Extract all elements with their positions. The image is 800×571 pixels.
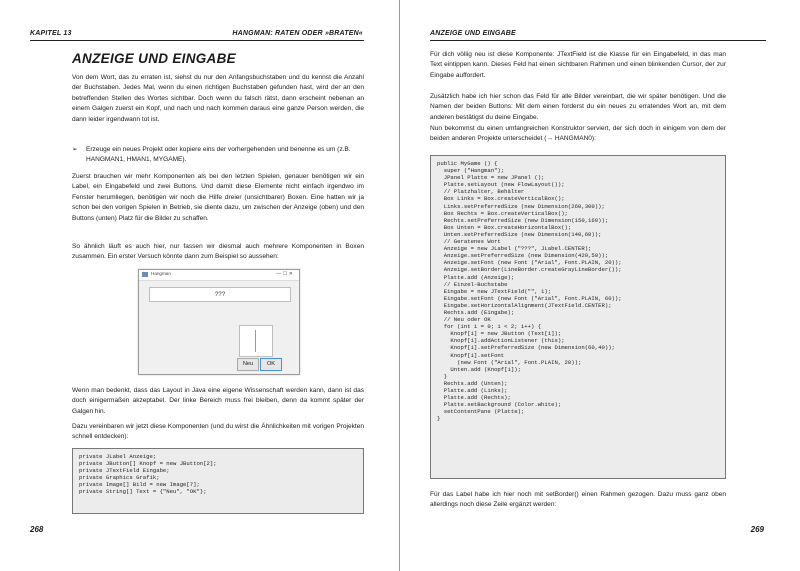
paragraph: Für das Label habe ich hier noch mit setBorder() einen Rahmen gezogen. Dazu muss ganz oben allerdings noch diese Zeile ergänzt werden: — [430, 491, 726, 509]
code-line: Unten.setPreferredSize (new Dimension(140,60)); — [437, 230, 602, 238]
code-listing — [430, 155, 726, 479]
code-line: private JLabel Anzeige; — [79, 453, 157, 460]
code-line: } — [437, 372, 448, 380]
code-line: Eingabe.setHorizontalAlignment(JTextField.CENTER); — [437, 301, 612, 309]
code-line: Platte.add (Rechts); — [437, 394, 511, 402]
code-line: Rechts.add (Unten); — [437, 379, 508, 387]
code-line: Platte.setLayout (new FlowLayout()); — [437, 181, 565, 189]
paragraph: So ähnlich läuft es auch hier, nur fassen wir diesmal auch mehrere Komponenten in Boxen zusammen. Ein erster Versuch könnte dann zum Beispiel so aussehen: — [72, 243, 364, 261]
running-header: HANGMAN: RATEN ODER »BRATEN« — [232, 30, 363, 37]
window-titlebar — [139, 270, 299, 281]
paragraph: Für dich völlig neu ist diese Komponente: JTextField ist die Klasse für ein Eingabefeld, in das man Text eintippen kann. Dieses Feld hat einen sichtbaren Rahmen und einen blinkenden Cursor, der zur Eingabe auffordert. — [430, 51, 726, 79]
code-line: Anzeige.setPreferredSize (new Dimension(420,50)); — [437, 252, 609, 260]
code-line: Rechts.setPreferredSize (new Dimension(150,160)); — [437, 216, 609, 224]
code-line: public MyGame () { — [437, 160, 498, 167]
code-line: Anzeige.setFont (new Font ("Arial", Font.PLAIN, 20)); — [437, 259, 622, 267]
code-line: Box Links = Box.createVerticalBox(); — [437, 195, 565, 203]
code-line: (new Font ("Arial", Font.PLAIN, 20)); — [437, 358, 582, 366]
code-line: Anzeige.setBorder(LineBorder.createGrayLineBorder()); — [437, 266, 622, 274]
code-line: Box Rechts = Box.createVerticalBox(); — [437, 209, 568, 217]
code-line: Anzeige = new JLabel ("???", JLabel.CENTER); — [437, 245, 592, 253]
code-line: // Neu oder OK — [437, 316, 491, 324]
code-line: super ("Hangman"); — [437, 167, 505, 175]
paragraph: Von dem Wort, das zu erraten ist, siehst du nur den Anfangsbuchstaben und du kennst die Anzahl der Buchstaben. Jedes Mal, wenn du einen richtigen Buchstaben gefunden hast, wird der an den betreffenden Stellen des Wortes sichtbar. Doch wenn du falsch rätst, dann erscheint nebenan an einem Galgen zuerst ein Kopf, und nach und nach kommen daraus eine ganze Person werden, die dann leider irgendwann tot ist. — [72, 74, 364, 123]
word-display-label: ??? — [149, 287, 291, 302]
paragraph: Dazu vereinbaren wir jetzt diese Komponenten (und du wirst die Ähnlichkeiten mit vorigen Projekten schnell entdecken): — [72, 423, 364, 441]
code-line: JPanel Platte = new JPanel (); — [437, 174, 545, 182]
chapter-header: KAPITEL 13 — [30, 30, 72, 37]
instruction-bullet — [72, 145, 364, 166]
new-button: Neu — [237, 358, 259, 371]
right-page — [400, 0, 800, 571]
code-line: private JButton[] Knopf = new JButton[2]; — [79, 460, 217, 468]
code-line: // Platzhalter, Behälter — [437, 188, 525, 196]
paragraph: Nun bekommst du einen umfangreichen Konstruktor serviert, der sich doch in einigem von dem der beiden anderen Projekte unterscheidet (→ HANGMAN0): — [430, 125, 726, 143]
arrow-bullet-icon: ➢ — [72, 146, 78, 153]
code-line: Knopf[i].addActionListener (this); — [437, 337, 565, 345]
paragraph: Zuerst brauchen wir mehr Komponenten als bei den letzten Spielen, genauer benötigen wir ein Label, ein Eingabefeld und zwei Buttons. Und damit diese Elemente nicht einfach irgendwo im Fenster herumliegen, benötigen wir noch die Hilfe dreier (unsichtbarer) Boxen. Eine hatten wir ja schon bei den vorigen Spielen in Betrieb, sie diente dazu, um zwischen der Anzeige (oben) und den Buttons (unten) Platz für die Bilder zu schaffen. — [72, 173, 364, 222]
running-header: ANZEIGE UND EINGABE — [430, 30, 516, 37]
ok-button: OK — [260, 358, 282, 371]
code-line: Knopf[i].setPreferredSize (new Dimension(60,40)); — [437, 344, 615, 352]
section-title: ANZEIGE UND EINGABE — [72, 51, 236, 66]
code-line: Links.setPreferredSize (new Dimension(260,300)); — [437, 202, 605, 210]
code-line: Rechts.add (Eingabe); — [437, 308, 515, 316]
code-line: private Graphics Grafik; — [79, 474, 160, 482]
code-line: Knopf[i] = new JButton (Text[i]); — [437, 330, 562, 338]
code-line: } — [437, 415, 441, 423]
code-line: private Image[] Bild = new Image[7]; — [79, 481, 200, 489]
code-line: Platte.add (Links); — [437, 387, 508, 394]
left-page — [0, 0, 399, 571]
code-line: Box Unten = Box.createHorizontalBox(); — [437, 223, 572, 231]
code-line: Unten.add (Knopf[i]); — [437, 365, 521, 373]
page-number: 268 — [30, 525, 44, 534]
app-icon — [142, 272, 148, 277]
code-listing — [72, 448, 364, 514]
code-line: setContentPane (Platte); — [437, 408, 525, 416]
bullet-text: Erzeuge ein neues Projekt oder kopiere eins der vorhergehenden und benenne es um (z.B. HANGMAN1, HMAN1, MYGAME). — [86, 146, 351, 164]
code-line: private String[] Text = {"Neu", "OK"}; — [79, 488, 207, 496]
code-line: Platte.setBackground (Color.white); — [437, 401, 562, 409]
code-line: private JTextField Eingabe; — [79, 467, 170, 475]
letter-input-field — [239, 325, 273, 357]
cursor — [255, 330, 256, 352]
paragraph: Zusätzlich habe ich hier schon das Feld für alle Bilder vereinbart, die wir später benötigen. Und die Namen der beiden Buttons: Mit dem einen forderst du ein neues zu erratendes Wort an, mit dem anderen bestätigst du deine Eingabe. — [430, 93, 726, 121]
code-line: Eingabe = new JTextField("", 1); — [437, 287, 552, 295]
paragraph: Wenn man bedenkt, dass das Layout in Java eine eigene Wissenschaft werden kann, dann ist das doch einigermaßen akzeptabel. Der linke Bereich muss frei bleiben, denn da kommt später der Galgen hin. — [72, 387, 364, 415]
code-line: // Einzel-Buchstabe — [437, 280, 508, 288]
page-number: 269 — [750, 525, 764, 534]
code-line: Knopf[i].setFont — [437, 351, 505, 359]
code-line: // Geratenes Wort — [437, 238, 501, 246]
window-title: Hangman — [151, 271, 171, 276]
header-rule — [30, 40, 364, 41]
code-line: Platte.add (Anzeige); — [437, 273, 515, 281]
code-line: for (int i = 0; i < 2; i++) { — [437, 323, 542, 331]
hangman-window-screenshot — [138, 269, 300, 375]
window-controls: — ☐ ✕ — [276, 271, 293, 277]
code-line: Eingabe.setFont (new Font ("Arial", Font.PLAIN, 60)); — [437, 294, 622, 302]
header-rule — [430, 40, 766, 41]
